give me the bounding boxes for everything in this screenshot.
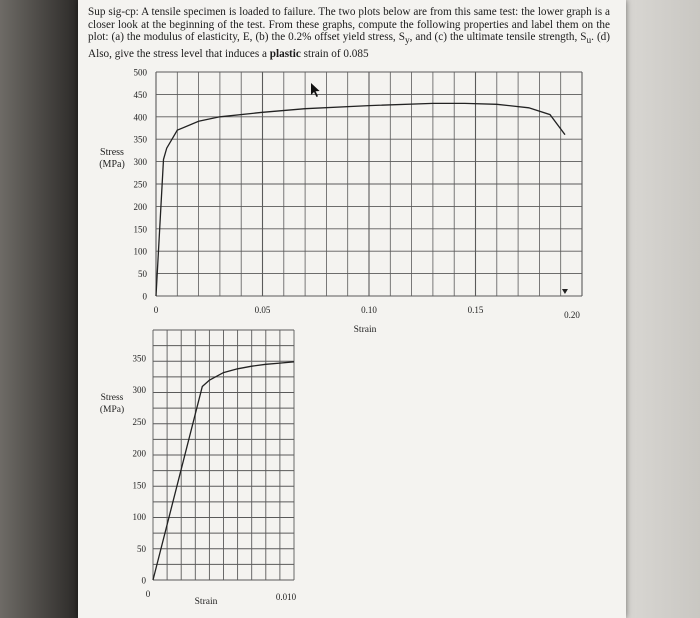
chart1-x-tick-label: 0: [153, 305, 159, 315]
chart1-x-tick-label: 0.10: [361, 305, 377, 315]
chart1-stress-strain-curve: [156, 103, 565, 296]
problem-text-1: Sup sig-cp: A tensile specimen is loaded to failure. The two plots below are from this same test: the lower graph is a closer look at the beginning of the test. From these graphs, compute the following properties and label them on the plot: (a) the modulus of elasticity, E, (b) the 0.2% offset yield stress, S: [88, 6, 610, 44]
chart2-y-tick-label: 50: [137, 543, 146, 554]
chart1-y-tick-label: 400: [133, 112, 147, 123]
fracture-marker-icon: [562, 289, 568, 294]
chart1-y-tick-label: 100: [133, 246, 147, 257]
chart2-grid: [153, 330, 294, 580]
chart1-y-tick-label: 450: [133, 89, 147, 100]
chart1-y-tick-labels: [134, 68, 148, 302]
chart1-xlabel: Strain: [353, 325, 377, 335]
chart2-y-tick-label: 0: [141, 575, 146, 586]
yield-subscript: y: [404, 36, 410, 47]
chart2-y-tick-label: 300: [132, 385, 146, 396]
chart2-ylabel-line1: Stress: [100, 393, 124, 403]
full-stress-strain-chart: [99, 68, 582, 336]
chart1-x-tick-labels: [154, 305, 581, 320]
chart2-x-tick-label: 0.010: [275, 592, 297, 602]
chart2-y-tick-label: 100: [132, 512, 146, 523]
cursor-arrow-icon: [311, 83, 320, 97]
chart1-y-tick-label: 250: [133, 179, 147, 190]
chart1-y-tick-label: 150: [133, 224, 147, 235]
ultimate-subscript: u: [586, 36, 592, 47]
chart1-ylabel-line1: Stress: [100, 147, 124, 158]
chart2-ylabel-line2: (MPa): [99, 405, 125, 415]
problem-text-4: strain of 0.085: [300, 48, 369, 61]
chart2-y-tick-label: 200: [132, 448, 146, 459]
chart1-y-tick-label: 200: [133, 201, 147, 212]
chart2-y-tick-label: 350: [132, 353, 146, 364]
chart1-x-tick-label: 0.15: [467, 305, 484, 315]
problem-bold-word: plastic: [269, 48, 301, 61]
problem-text-2: , and (c) the ultimate tensile strength, S: [409, 31, 587, 44]
chart1-ylabel-line2: (MPa): [99, 159, 125, 170]
chart2-y-tick-labels: [133, 354, 147, 586]
chart1-x-tick-label: 0.05: [254, 305, 271, 315]
chart2-x-tick-labels: [146, 589, 297, 602]
chart2-y-tick-label: 250: [132, 416, 146, 427]
chart2-xlabel: Strain: [194, 597, 218, 607]
chart1-y-tick-label: 300: [133, 157, 147, 168]
chart2-x-tick-label: 0: [145, 589, 151, 599]
chart1-y-tick-label: 0: [142, 291, 147, 302]
chart1-y-tick-label: 500: [133, 67, 147, 78]
initial-stress-strain-chart: [100, 330, 297, 607]
chart1-x-tick-label: 0.20: [564, 310, 580, 320]
chart1-y-tick-label: 50: [138, 269, 147, 280]
problem-text-3: . (d) Also, give the stress level that induces a: [88, 31, 611, 61]
chart1-y-tick-label: 350: [133, 134, 147, 145]
chart2-y-tick-label: 150: [132, 480, 146, 491]
